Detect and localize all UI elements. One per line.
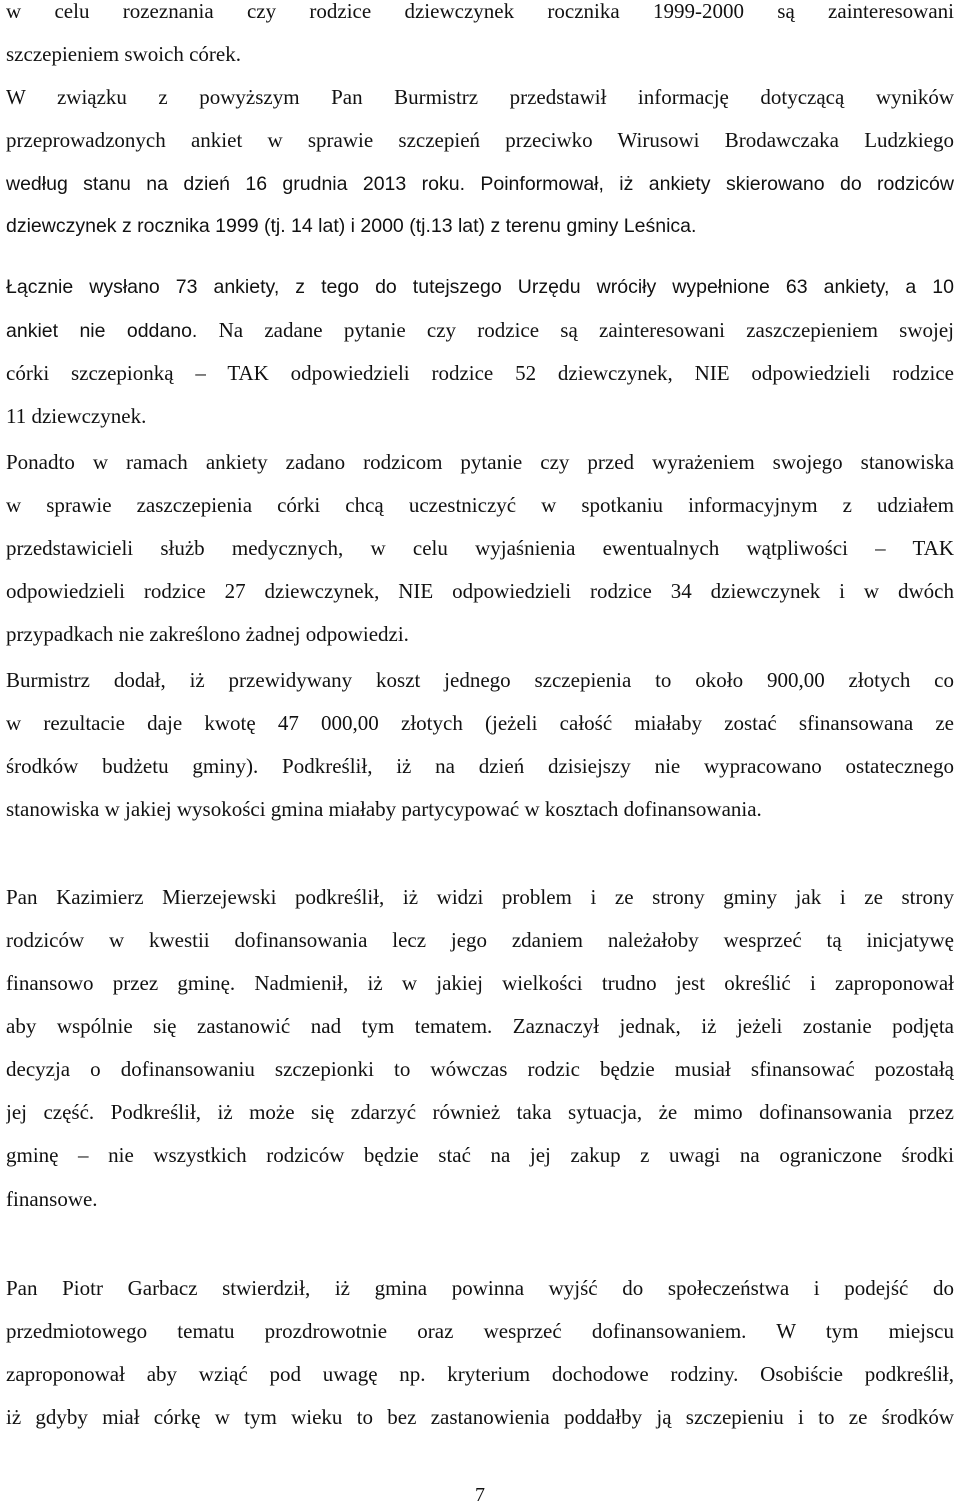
text-line: jej część. Podkreślił, iż może się zdarzyć również taka sytuacja, że mimo dofinansowania przez bbox=[6, 1100, 954, 1124]
text-line: gminę – nie wszystkich rodziców będzie stać na jej zakup z uwagi na ograniczone środki bbox=[6, 1143, 954, 1167]
text-line: w rezultacie daje kwotę 47 000,00 złotych (jeżeli całość miałaby zostać sfinansowana ze bbox=[6, 711, 954, 735]
text-line: Burmistrz dodał, iż przewidywany koszt jednego szczepienia to około 900,00 złotych co bbox=[6, 668, 954, 692]
text-line: decyzja o dofinansowaniu szczepionki to wówczas rodzic będzie musiał sfinansować pozostałą bbox=[6, 1057, 954, 1081]
text-line: przeprowadzonych ankiet w sprawie szczepień przeciwko Wirusowi Brodawczaka Ludzkiego bbox=[6, 128, 954, 152]
text-run: ankiet nie oddano. bbox=[6, 320, 198, 342]
text-line: Łącznie wysłano 73 ankiety, z tego do tutejszego Urzędu wróciły wypełnione 63 ankiety, a 10 bbox=[6, 276, 954, 298]
text-run: Poinformował, iż ankiety skierowano do rodziców bbox=[464, 173, 954, 195]
text-line: finansowo przez gminę. Nadmienił, iż w jakiej wielkości trudno jest określić i zaproponował bbox=[6, 971, 954, 995]
text-line: Pan Kazimierz Mierzejewski podkreślił, iż widzi problem i ze strony gminy jak i ze strony bbox=[6, 885, 954, 909]
text-line: przedstawicieli służb medycznych, w celu wyjaśnienia ewentualnych wątpliwości – TAK bbox=[6, 536, 954, 560]
text-line: Pan Piotr Garbacz stwierdził, iż gmina powinna wyjść do społeczeństwa i podejść do bbox=[6, 1276, 954, 1300]
text-line: W związku z powyższym Pan Burmistrz przedstawił informację dotyczącą wyników bbox=[6, 85, 954, 109]
text-line: szczepieniem swoich córek. bbox=[6, 42, 241, 66]
text-line: iż gdyby miał córkę w tym wieku to bez zastanowienia poddałby ją szczepieniu i to ze środków bbox=[6, 1405, 954, 1429]
text-line: aby wspólnie się zastanowić nad tym tematem. Zaznaczył jednak, iż jeżeli zostanie podjęta bbox=[6, 1014, 954, 1038]
text-run: Na zadane pytanie czy rodzice są zainteresowani zaszczepieniem swojej bbox=[197, 318, 954, 342]
text-line: odpowiedzieli rodzice 27 dziewczynek, NIE odpowiedzieli rodzice 34 dziewczynek i w dwóch bbox=[6, 579, 954, 603]
text-line: 11 dziewczynek. bbox=[6, 404, 147, 428]
text-line: zaproponował aby wziąć pod uwagę np. kryterium dochodowe rodziny. Osobiście podkreślił, bbox=[6, 1362, 954, 1386]
text-line: stanowiska w jakiej wysokości gmina miałaby partycypować w kosztach dofinansowania. bbox=[6, 797, 762, 821]
text-line: rodziców w kwestii dofinansowania lecz jego zdaniem należałoby wesprzeć tą inicjatywę bbox=[6, 928, 954, 952]
text-line: środków budżetu gminy). Podkreślił, iż na dzień dzisiejszy nie wypracowano ostatecznego bbox=[6, 754, 954, 778]
text-line: w celu rozeznania czy rodzice dziewczynek rocznika 1999-2000 są zainteresowani bbox=[6, 0, 954, 23]
text-line: dziewczynek z rocznika 1999 (tj. 14 lat) i 2000 (tj.13 lat) z terenu gminy Leśnica. bbox=[6, 215, 697, 237]
text-line bbox=[6, 309, 954, 352]
text-line: przypadkach nie zakreślono żadnej odpowiedzi. bbox=[6, 622, 409, 646]
page-number: 7 bbox=[475, 1484, 485, 1506]
text-line: finansowe. bbox=[6, 1187, 98, 1211]
text-line: w sprawie zaszczepienia córki chcą uczestniczyć w spotkaniu informacyjnym z udziałem bbox=[6, 493, 954, 517]
text-line: Ponadto w ramach ankiety zadano rodzicom pytanie czy przed wyrażeniem swojego stanowiska bbox=[6, 450, 954, 474]
text-line: przedmiotowego tematu prozdrowotnie oraz wesprzeć dofinansowaniem. W tym miejscu bbox=[6, 1319, 954, 1343]
text-line bbox=[6, 162, 954, 205]
text-line: córki szczepionką – TAK odpowiedzieli rodzice 52 dziewczynek, NIE odpowiedzieli rodzice bbox=[6, 361, 954, 385]
text-run: według stanu na dzień 16 grudnia 2013 roku. bbox=[6, 173, 465, 195]
